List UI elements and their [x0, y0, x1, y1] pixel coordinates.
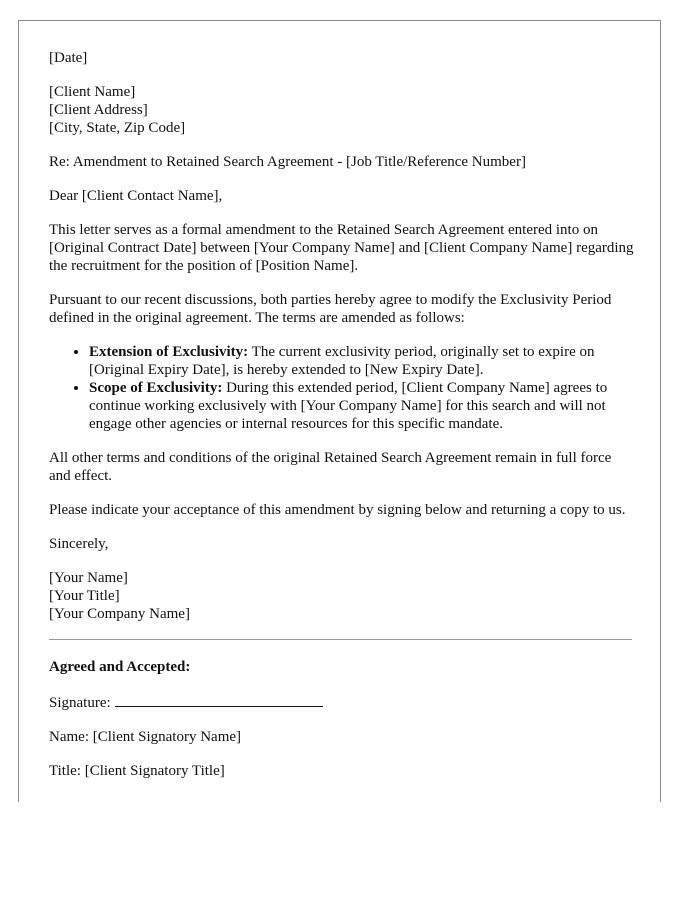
paragraph-acceptance-request: Please indicate your acceptance of this amendment by signing below and returning a copy to us.: [49, 502, 626, 518]
bullet-text: During this extended period, [Client Company Name] agrees to continue working exclusively with [Your Company Name] for this search and will not engage other agencies or internal resources for this specific mandate.: [89, 380, 608, 432]
signature-line: [115, 692, 323, 707]
bullet-text: The current exclusivity period, originally set to expire on [Original Expiry Date], is hereby extended to [New Expiry Date].: [89, 344, 595, 378]
list-item: [89, 379, 634, 433]
signatory-name: Name: [Client Signatory Name]: [49, 729, 242, 745]
signature-row: [49, 692, 634, 712]
letter-content: [49, 49, 634, 796]
paragraph-terms: Pursuant to our recent discussions, both parties hereby agree to modify the Exclusivity Period defined in the original agreement. The terms are amended as follows:: [49, 292, 612, 326]
sender-title: [Your Title]: [49, 588, 120, 604]
paragraph-other-terms: All other terms and conditions of the original Retained Search Agreement remain in full force and effect.: [49, 450, 612, 484]
client-name: [Client Name]: [49, 84, 136, 100]
salutation: Dear [Client Contact Name],: [49, 188, 223, 204]
divider: [49, 639, 632, 640]
subject-line: Re: Amendment to Retained Search Agreement - [Job Title/Reference Number]: [49, 154, 526, 170]
acceptance-heading-text: Agreed and Accepted:: [49, 659, 191, 675]
sender-block: [49, 569, 634, 623]
signatory-title: Title: [Client Signatory Title]: [49, 763, 225, 779]
signature-label: Signature:: [49, 695, 111, 711]
paragraph-intro: This letter serves as a formal amendment to the Retained Search Agreement entered into on [Original Contract Date] between [Your Company Name] and [Client Company Name] regarding the recruitment for the position of [Position Name].: [49, 222, 634, 274]
client-address: [Client Address]: [49, 102, 148, 118]
client-address-block: [49, 83, 634, 137]
bullet-title: Extension of Exclusivity:: [89, 344, 249, 360]
sender-name: [Your Name]: [49, 570, 128, 586]
letter-page: [18, 20, 661, 802]
client-city: [City, State, Zip Code]: [49, 120, 186, 136]
amendment-list: [49, 343, 634, 433]
closing: Sincerely,: [49, 536, 109, 552]
list-item: [89, 343, 634, 379]
sender-company: [Your Company Name]: [49, 606, 190, 622]
bullet-title: Scope of Exclusivity:: [89, 380, 223, 396]
letter-date: [Date]: [49, 50, 88, 66]
acceptance-heading: [49, 658, 634, 676]
